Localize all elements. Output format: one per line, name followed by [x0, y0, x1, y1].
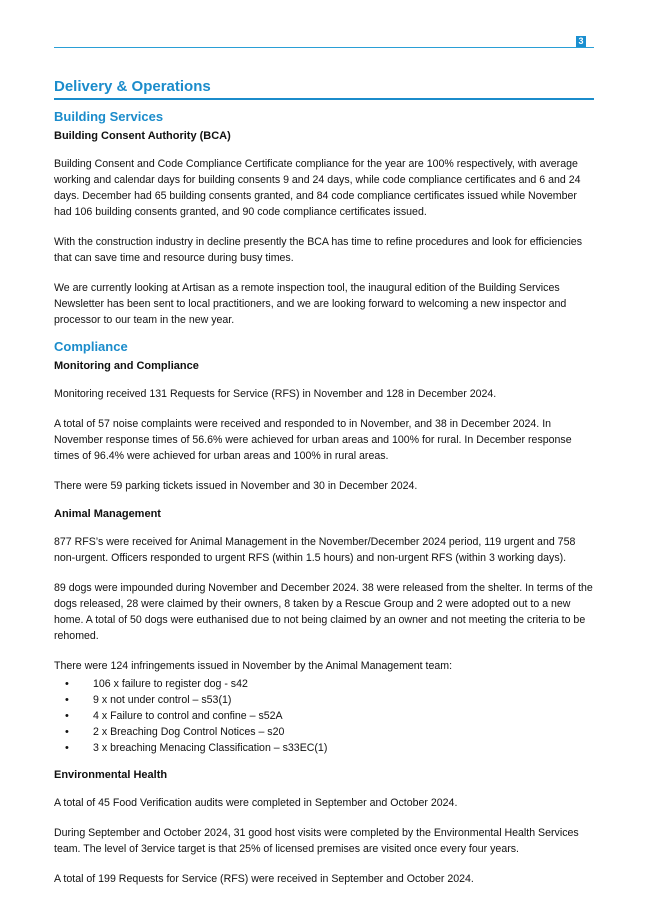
animal-paragraph-3: There were 124 infringements issued in November by the Animal Management team: [54, 660, 453, 672]
list-item: • 3 x breaching Menacing Classification – s33EC(1) [54, 740, 594, 756]
page-number: 3 [576, 36, 586, 47]
list-item: • 9 x not under control – s53(1) [54, 692, 594, 708]
bca-paragraph-2: With the construction industry in decline presently the BCA has time to refine procedures and look for efficiencies that can save time and resource during busy times. [54, 236, 583, 264]
environmental-health-heading: Environmental Health [54, 769, 168, 781]
monitoring-heading: Monitoring and Compliance [54, 360, 199, 372]
list-item: • 4 x Failure to control and confine – s52A [54, 708, 594, 724]
monitoring-paragraph-2: A total of 57 noise complaints were received and responded to in November, and 38 in December 2024. In November response times of 56.6% were achieved for urban areas and 100% for rural. In December response times of 96.4% were achieved for urban areas and 100% in rural areas. [54, 418, 572, 462]
infringements-list [54, 676, 594, 756]
header-rule [54, 47, 594, 48]
bca-heading: Building Consent Authority (BCA) [54, 130, 231, 142]
environmental-paragraph-3: A total of 199 Requests for Service (RFS) were received in September and October 2024. [54, 873, 474, 885]
environmental-paragraph-1: A total of 45 Food Verification audits were completed in September and October 2024. [54, 797, 458, 809]
animal-paragraph-1: 877 RFS’s were received for Animal Management in the November/December 2024 period, 119 urgent and 758 non-urgent. Officers responded to urgent RFS (within 1.5 hours) and non-urgent RFS (within 3 working days). [54, 536, 576, 564]
animal-paragraph-2: 89 dogs were impounded during November and December 2024. 38 were released from the shelter. In terms of the dogs released, 28 were claimed by their owners, 8 taken by a Rescue Group and 2 were adopted out to a new home. A total of 50 dogs were euthanised due to not being claimed by an owner and not meeting the criteria to be rehomed. [54, 582, 593, 642]
building-services-heading: Building Services [54, 109, 164, 124]
animal-management-heading: Animal Management [54, 508, 161, 520]
monitoring-paragraph-3: There were 59 parking tickets issued in November and 30 in December 2024. [54, 480, 418, 492]
bca-paragraph-3: We are currently looking at Artisan as a remote inspection tool, the inaugural edition of the Building Services Newsletter has been sent to local practitioners, and we are looking forward to welcoming a new inspector and processor to our team in the new year. [54, 282, 567, 326]
list-item: • 106 x failure to register dog - s42 [54, 676, 594, 692]
monitoring-paragraph-1: Monitoring received 131 Requests for Service (RFS) in November and 128 in December 2024. [54, 388, 497, 400]
section-title: Delivery & Operations [54, 78, 594, 100]
page-content [54, 78, 594, 887]
environmental-paragraph-2: During September and October 2024, 31 good host visits were completed by the Environmental Health Services team. The level of 3ervice target is that 25% of licensed premises are visited once every four years. [54, 827, 579, 855]
bca-paragraph-1: Building Consent and Code Compliance Certificate compliance for the year are 100% respectively, with average working and calendar days for building consents 9 and 24 days, while code compliance certificates and 6 and 24 days. December had 65 building consents granted, and 84 code compliance certificates issued while November had 106 building consents granted, and 90 code compliance certificates issued. [54, 158, 581, 218]
list-item: • 2 x Breaching Dog Control Notices – s20 [54, 724, 594, 740]
compliance-heading: Compliance [54, 339, 128, 354]
